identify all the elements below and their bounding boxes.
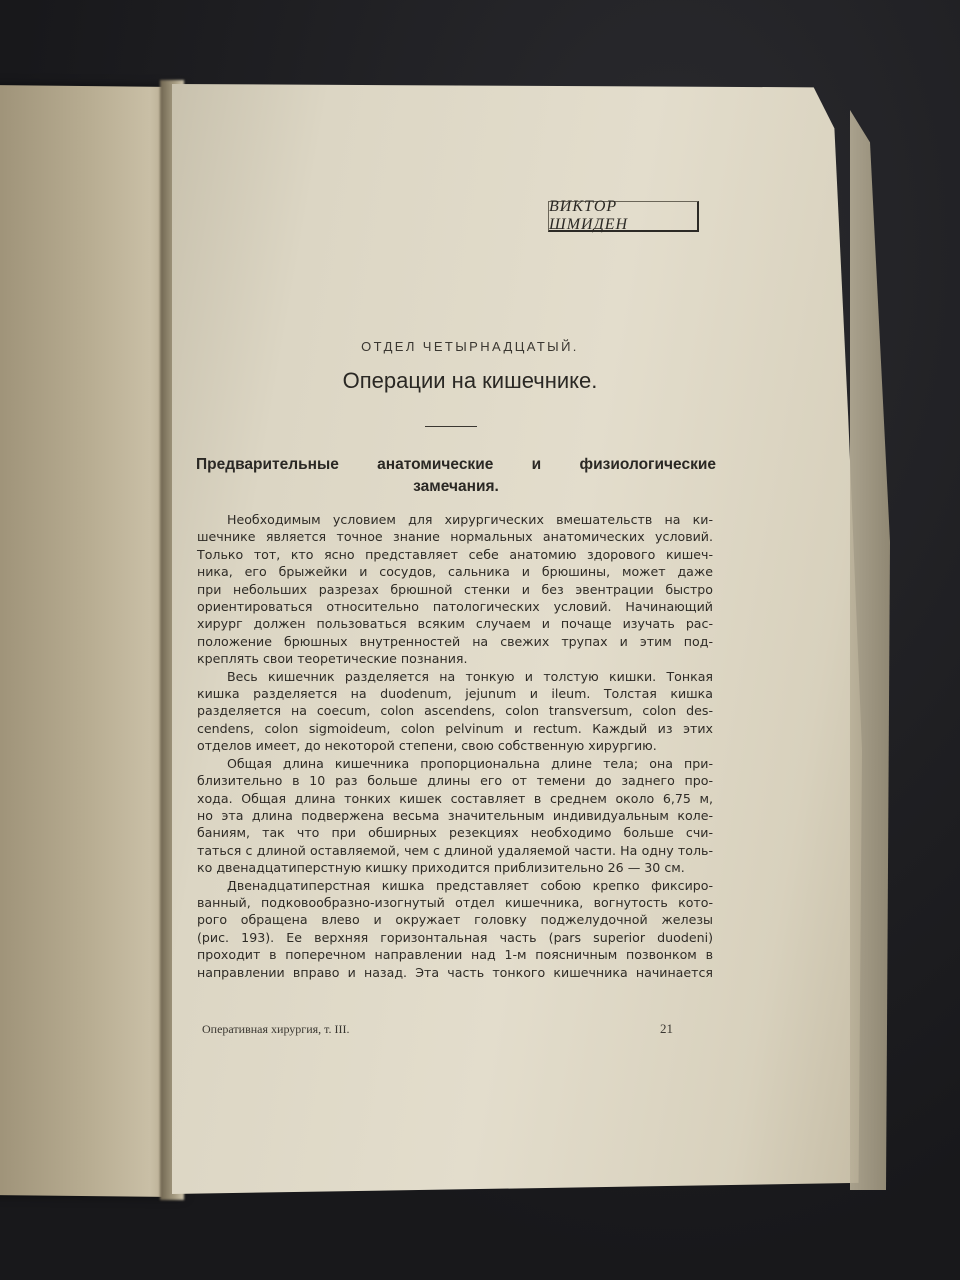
body-line: ко двенадцатиперстную кишку приходится приблизительно 26 — 30 см. (197, 860, 685, 876)
author-label: ВИКТОР ШМИДЕН (548, 201, 699, 232)
body-line: рого обращена влево и окружает головку поджелудочной железы (197, 912, 713, 928)
body-line: Общая длина кишечника пропорциональна длине тела; она при- (227, 755, 713, 771)
body-line: при небольших разрезах брюшной стенки и без эвентрации быстро (197, 581, 713, 597)
body-line: близительно в 10 раз больше длины его от темени до заднего про- (197, 773, 713, 789)
body-line: Только тот, кто ясно представляет себе анатомию здорового кишеч- (197, 546, 713, 562)
body-line: положение брюшных внутренностей на свежих трупах и этим под- (197, 633, 713, 649)
body-line: cendens, colon sigmoideum, colon pelvinum и rectum. Каждый из этих (197, 720, 713, 736)
body-line: шечнике является точное знание нормальных анатомических условий. (197, 529, 713, 545)
body-line: Весь кишечник разделяется на тонкую и толстую кишки. Тонкая (227, 668, 713, 684)
left-book-page (0, 85, 180, 1197)
body-line: разделяется на coecum, colon ascendens, colon transversum, colon des- (197, 703, 713, 719)
body-line: (рис. 193). Ее верхняя горизонтальная часть (pars superior duodeni) (197, 929, 713, 945)
body-line: креплять свои теоретические познания. (197, 651, 468, 667)
subheading-line-1: Предварительные анатомические и физиологические (196, 456, 716, 473)
page-edge (850, 110, 890, 1190)
body-line: баниям, так что при обширных резекциях необходимо больше счи- (197, 825, 713, 841)
body-line: ника, его брыжейки и сосудов, сальника и брюшины, может даже (197, 564, 713, 580)
title-divider (425, 426, 477, 427)
footer-book-title: Оперативная хирургия, т. III. (202, 1022, 350, 1036)
chapter-title: Операции на кишечнике. (342, 368, 598, 393)
body-line: ванный, подковообразно-изогнутый отдел кишечника, вогнутость кото- (197, 894, 713, 910)
body-line: но эта длина подвержена весьма значительным индивидуальным коле- (197, 807, 713, 823)
body-line: Двенадцатиперстная кишка представляет собою крепко фиксиро- (227, 877, 713, 893)
body-text (197, 511, 713, 981)
body-line: направлении вправо и назад. Эта часть тонкого кишечника начинается (197, 964, 713, 980)
body-line: кишка разделяется на duodenum, jejunum и ileum. Толстая кишка (197, 686, 713, 702)
section-label: ОТДЕЛ ЧЕТЫРНАДЦАТЫЙ. (361, 339, 579, 354)
subheading-line-2: замечания. (413, 478, 499, 495)
body-line: хода. Общая длина тонких кишек составляет в среднем около 6,75 м, (197, 790, 713, 806)
body-line: ориентироваться относительно патологических условий. Начинающий (197, 599, 713, 615)
page-number: 21 (660, 1021, 673, 1036)
body-line: проходит в поперечном направлении над 1-м поясничным позвонком в (197, 947, 713, 963)
body-line: отделов имеет, до некоторой степени, свою собственную хирургию. (197, 738, 657, 754)
subheading (196, 454, 716, 498)
body-line: хирург должен пользоваться всяким случаем и почаще изучать рас- (197, 616, 713, 632)
body-line: Необходимым условием для хирургических вмешательств на ки- (227, 512, 713, 527)
body-line: таться с длиной оставляемой, чем с длиной удаляемой части. На одну толь- (197, 842, 713, 858)
